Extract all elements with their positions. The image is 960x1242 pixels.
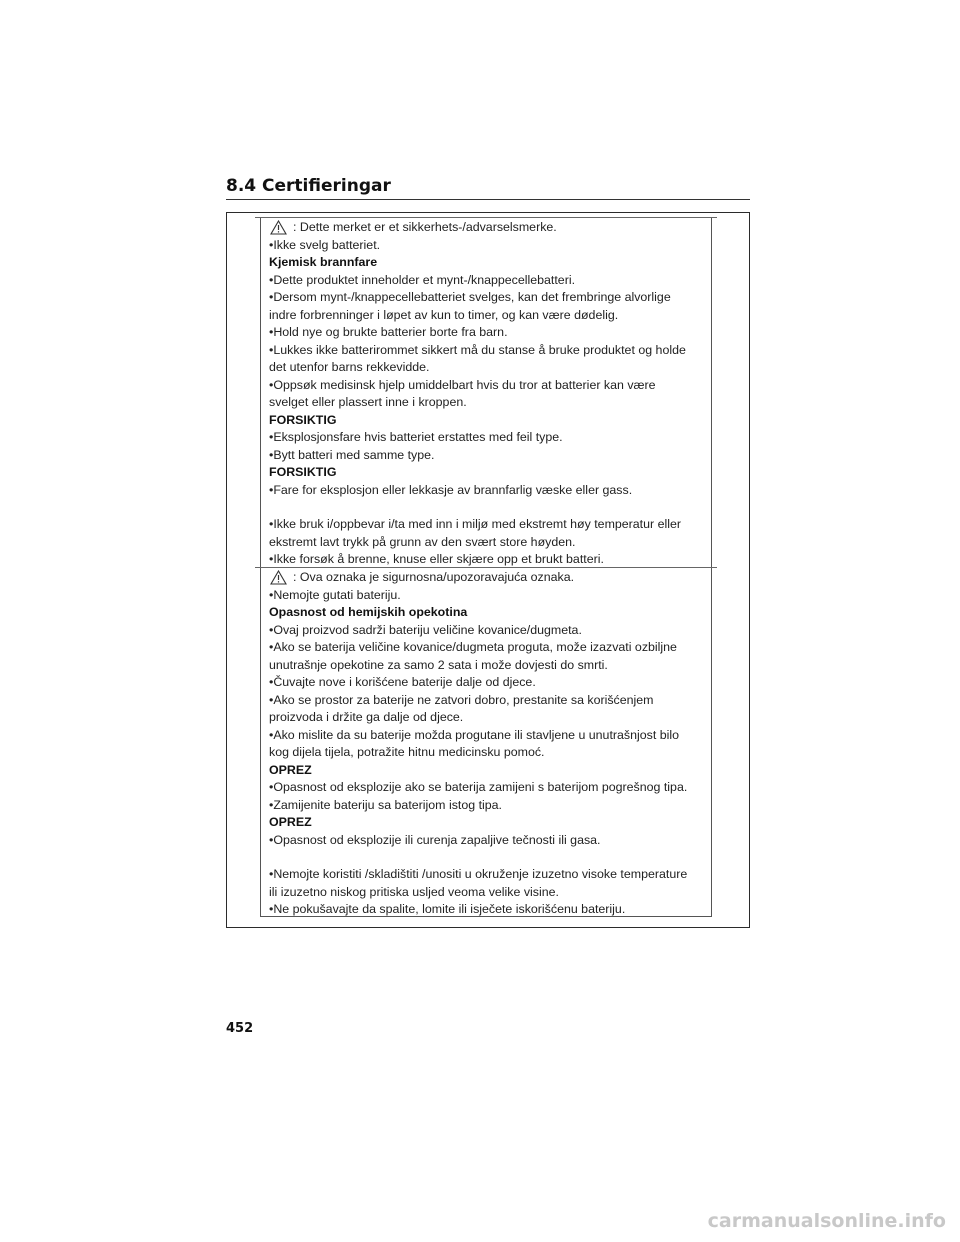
page-number: 452: [226, 1021, 254, 1036]
text-line: svelget eller plassert inne i kroppen.: [269, 395, 467, 409]
text-line: •Fare for eksplosjon eller lekkasje av brannfarlig væske eller gass.: [269, 482, 633, 497]
text-line: •Lukkes ikke batterirommet sikkert må du stanse å bruke produktet og holde: [269, 342, 686, 357]
text-line: •Oppsøk medisinsk hjelp umiddelbart hvis du tror at batterier kan være: [269, 377, 656, 392]
text-line: •Opasnost od eksplozije ili curenja zapaljive tečnosti ili gasa.: [269, 832, 601, 847]
text-line: ekstremt lavt trykk på grunn av den svært store høyden.: [269, 534, 576, 549]
text-line: kog dijela tijela, potražite hitnu medicinsku pomoć.: [269, 745, 545, 759]
watermark: carmanualsonline.info: [707, 1210, 946, 1232]
text-line: •Ako mislite da su baterije možda progutane ili stavljene u unutrašnjost bilo: [269, 727, 680, 742]
text-line: •Ako se baterija veličine kovanice/dugmeta proguta, može izazvati ozbiljne: [269, 640, 677, 654]
text-line: ili izuzetno niskog pritiska usljed veoma velike visine.: [269, 884, 559, 899]
text-line: proizvoda i držite ga dalje od djece.: [269, 710, 464, 724]
text-line: •Zamijenite bateriju sa baterijom istog tipa.: [269, 797, 502, 812]
croatian-lines: [269, 587, 704, 919]
section-heading: OPREZ: [269, 815, 312, 829]
text-line: •Ikke forsøk å brenne, knuse eller skjære opp et brukt batteri.: [269, 552, 604, 566]
section-heading: Opasnost od hemijskih opekotina: [269, 605, 468, 619]
warning-symbol-row: [269, 569, 704, 587]
warning-triangle-icon: [270, 570, 287, 585]
croatian-section: [269, 569, 704, 919]
text-line: •Hold nye og brukte batterier borte fra barn.: [269, 325, 508, 339]
warning-symbol-text: : Dette merket er et sikkerhets-/advarselsmerke.: [293, 220, 557, 234]
text-line: •Ne pokušavajte da spalite, lomite ili isječete iskorišćenu bateriju.: [269, 902, 626, 916]
text-line: •Opasnost od eksplozije ako se baterija zamijeni s baterijom pogrešnog tipa.: [269, 780, 688, 794]
warning-symbol-text: : Ova oznaka je sigurnosna/upozoravajuća oznaka.: [293, 570, 575, 584]
text-line: •Nemojte gutati bateriju.: [269, 587, 401, 602]
title-divider: [226, 199, 750, 200]
text-line: •Dersom mynt-/knappecellebatteriet svelges, kan det frembringe alvorlige: [269, 290, 671, 304]
norwegian-lines: [269, 237, 704, 569]
text-line: •Ikke svelg batteriet.: [269, 237, 381, 252]
warning-triangle-icon: [270, 220, 287, 235]
text-line: det utenfor barns rekkevidde.: [269, 360, 430, 374]
text-line: •Ako se prostor za baterije ne zatvori dobro, prestanite sa korišćenjem: [269, 692, 654, 707]
warning-symbol-row: [269, 219, 704, 237]
section-heading: FORSIKTIG: [269, 465, 337, 479]
text-line: •Bytt batteri med samme type.: [269, 447, 435, 462]
text-line: •Eksplosjonsfare hvis batteriet erstattes med feil type.: [269, 430, 563, 444]
text-line: •Ikke bruk i/oppbevar i/ta med inn i miljø med ekstremt høy temperatur eller: [269, 517, 682, 531]
section-heading: OPREZ: [269, 762, 312, 777]
text-line: indre forbrenninger i løpet av kun to timer, og kan være dødelig.: [269, 307, 619, 322]
text-line: •Dette produktet inneholder et mynt-/knappecellebatteri.: [269, 272, 576, 287]
text-line: •Ovaj proizvod sadrži bateriju veličine kovanice/dugmeta.: [269, 622, 582, 637]
text-line: •Čuvajte nove i korišćene baterije dalje od djece.: [269, 675, 536, 689]
norwegian-section: [269, 219, 704, 569]
section-heading: FORSIKTIG: [269, 412, 337, 427]
text-line: •Nemojte koristiti /skladištiti /unositi u okruženje izuzetno visoke temperature: [269, 867, 688, 881]
section-heading: Kjemisk brannfare: [269, 255, 378, 269]
section-title: 8.4 Certifieringar: [226, 176, 391, 196]
text-line: unutrašnje opekotine za samo 2 sata i može dovjesti do smrti.: [269, 657, 608, 672]
